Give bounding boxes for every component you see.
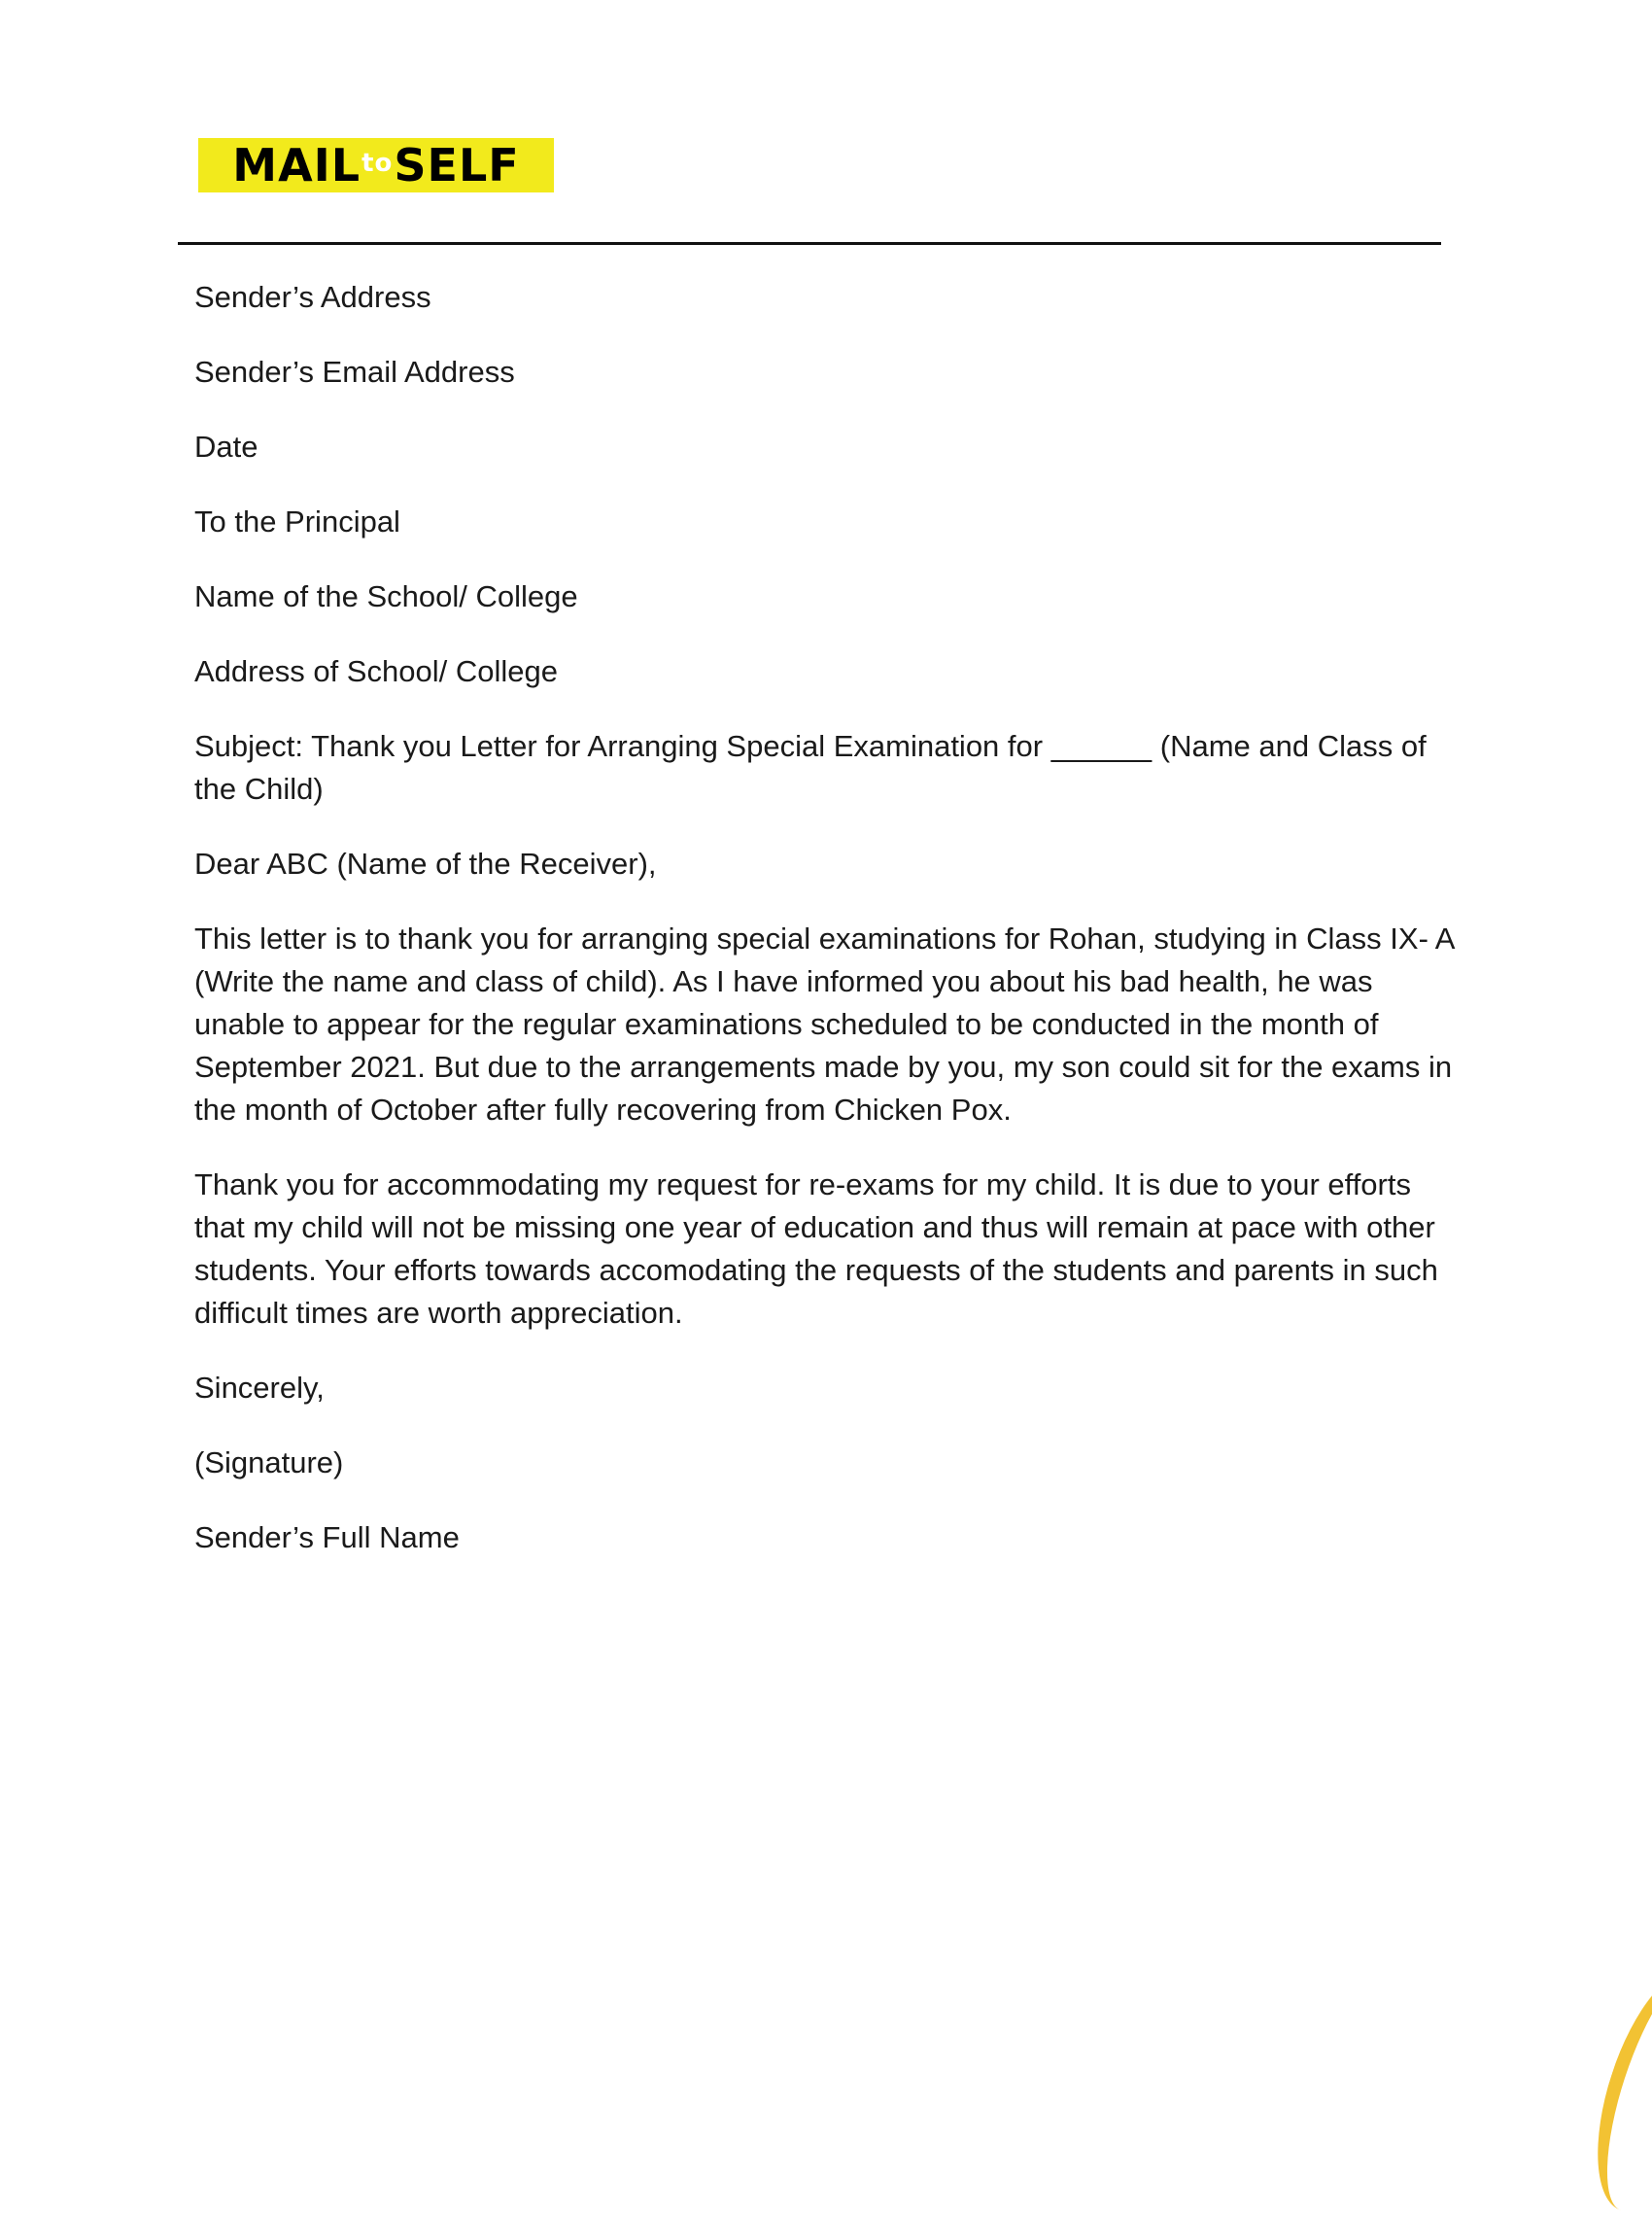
body-paragraph-2: Thank you for accommodating my request for re-exams for my child. It is due to your efforts that my child will not be missing one year of education and thus will remain at pace with other students. Your efforts towards accomodating the requests of the students and parents in such difficult times are worth appreciation.	[194, 1167, 1438, 1330]
logo-text-mail: MAIL	[232, 139, 361, 191]
letter-closing: Sincerely,	[194, 1371, 325, 1405]
header-divider	[178, 242, 1441, 245]
letter-salutation: Dear ABC (Name of the Receiver),	[194, 847, 657, 881]
sender-address: Sender’s Address	[194, 280, 431, 314]
letter-body	[194, 276, 1458, 1591]
signature-placeholder: (Signature)	[194, 1445, 344, 1479]
body-paragraph-1: This letter is to thank you for arranging special examinations for Rohan, studying in Class IX- A (Write the name and class of child). As I have informed you about his bad health, he was unable to appear for the regular examinations scheduled to be conducted in the month of September 2021. But due to the arrangements made by you, my son could sit for the exams in the month of October after fully recovering from Chicken Pox.	[194, 922, 1454, 1127]
recipient-title: To the Principal	[194, 504, 400, 539]
logo-text-to: to	[361, 149, 394, 178]
letter-subject: Subject: Thank you Letter for Arranging Special Examination for ______ (Name and Class of the Child)	[194, 729, 1427, 806]
mail-to-self-logo	[198, 138, 554, 192]
letter-date: Date	[194, 430, 258, 464]
corner-decoration	[1572, 1954, 1652, 2225]
sender-email: Sender’s Email Address	[194, 355, 515, 389]
logo-text-self: SELF	[394, 139, 520, 191]
school-address: Address of School/ College	[194, 654, 558, 688]
sender-full-name: Sender’s Full Name	[194, 1520, 460, 1554]
school-name: Name of the School/ College	[194, 579, 578, 613]
